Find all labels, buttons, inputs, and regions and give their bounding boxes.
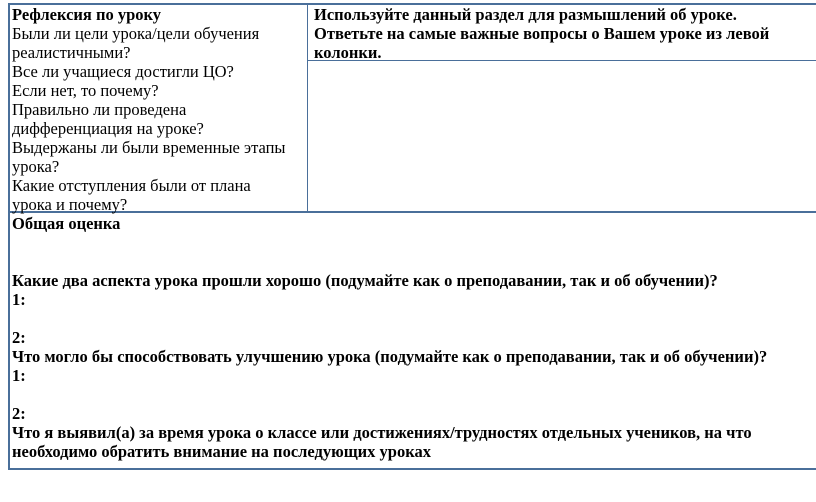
answer-number: 1:: [12, 290, 26, 309]
reflection-answer-area[interactable]: [308, 61, 816, 211]
summary-question: Что я выявил(а) за время урока о классе или достижениях/трудностях отдельных учеников, на что: [12, 423, 752, 442]
answer-number: 1:: [12, 366, 26, 385]
reflection-question-line: Были ли цели урока/цели обучения: [12, 24, 260, 43]
reflection-question-line: реалистичными?: [12, 43, 131, 62]
reflection-question-line: Какие отступления были от плана: [12, 176, 251, 195]
table-border-bottom: [8, 468, 816, 470]
instructions-line: колонки.: [314, 43, 382, 62]
table-border-left: [8, 3, 10, 470]
reflection-question-line: Правильно ли проведена: [12, 100, 187, 119]
reflection-question-line: дифференциация на уроке?: [12, 119, 204, 138]
reflection-question-line: Все ли учащиеся достигли ЦО?: [12, 62, 234, 81]
instructions-line: Используйте данный раздел для размышлений об уроке.: [314, 5, 737, 24]
reflection-questions-cell: [12, 5, 306, 214]
reflection-question-line: Если нет, то почему?: [12, 81, 159, 100]
summary-question: Что могло бы способствовать улучшению урока (подумайте как о преподавании, так и об обучении)?: [12, 347, 768, 366]
answer-number: 2:: [12, 404, 26, 423]
summary-cell: [12, 214, 814, 461]
reflection-question-line: урока?: [12, 157, 60, 176]
reflection-question-line: Выдержаны ли были временные этапы: [12, 138, 286, 157]
instructions-cell: [314, 5, 814, 62]
instructions-line: Ответьте на самые важные вопросы о Вашем уроке из левой: [314, 24, 770, 43]
reflection-question-line: урока и почему?: [12, 195, 128, 214]
answer-number: 2:: [12, 328, 26, 347]
reflection-table: [8, 3, 816, 470]
summary-title: Общая оценка: [12, 214, 121, 233]
summary-question: необходимо обратить внимание на последующих уроках: [12, 442, 431, 461]
summary-question: Какие два аспекта урока прошли хорошо (подумайте как о преподавании, так и об обучении)?: [12, 271, 718, 290]
reflection-title: Рефлексия по уроку: [12, 5, 162, 24]
